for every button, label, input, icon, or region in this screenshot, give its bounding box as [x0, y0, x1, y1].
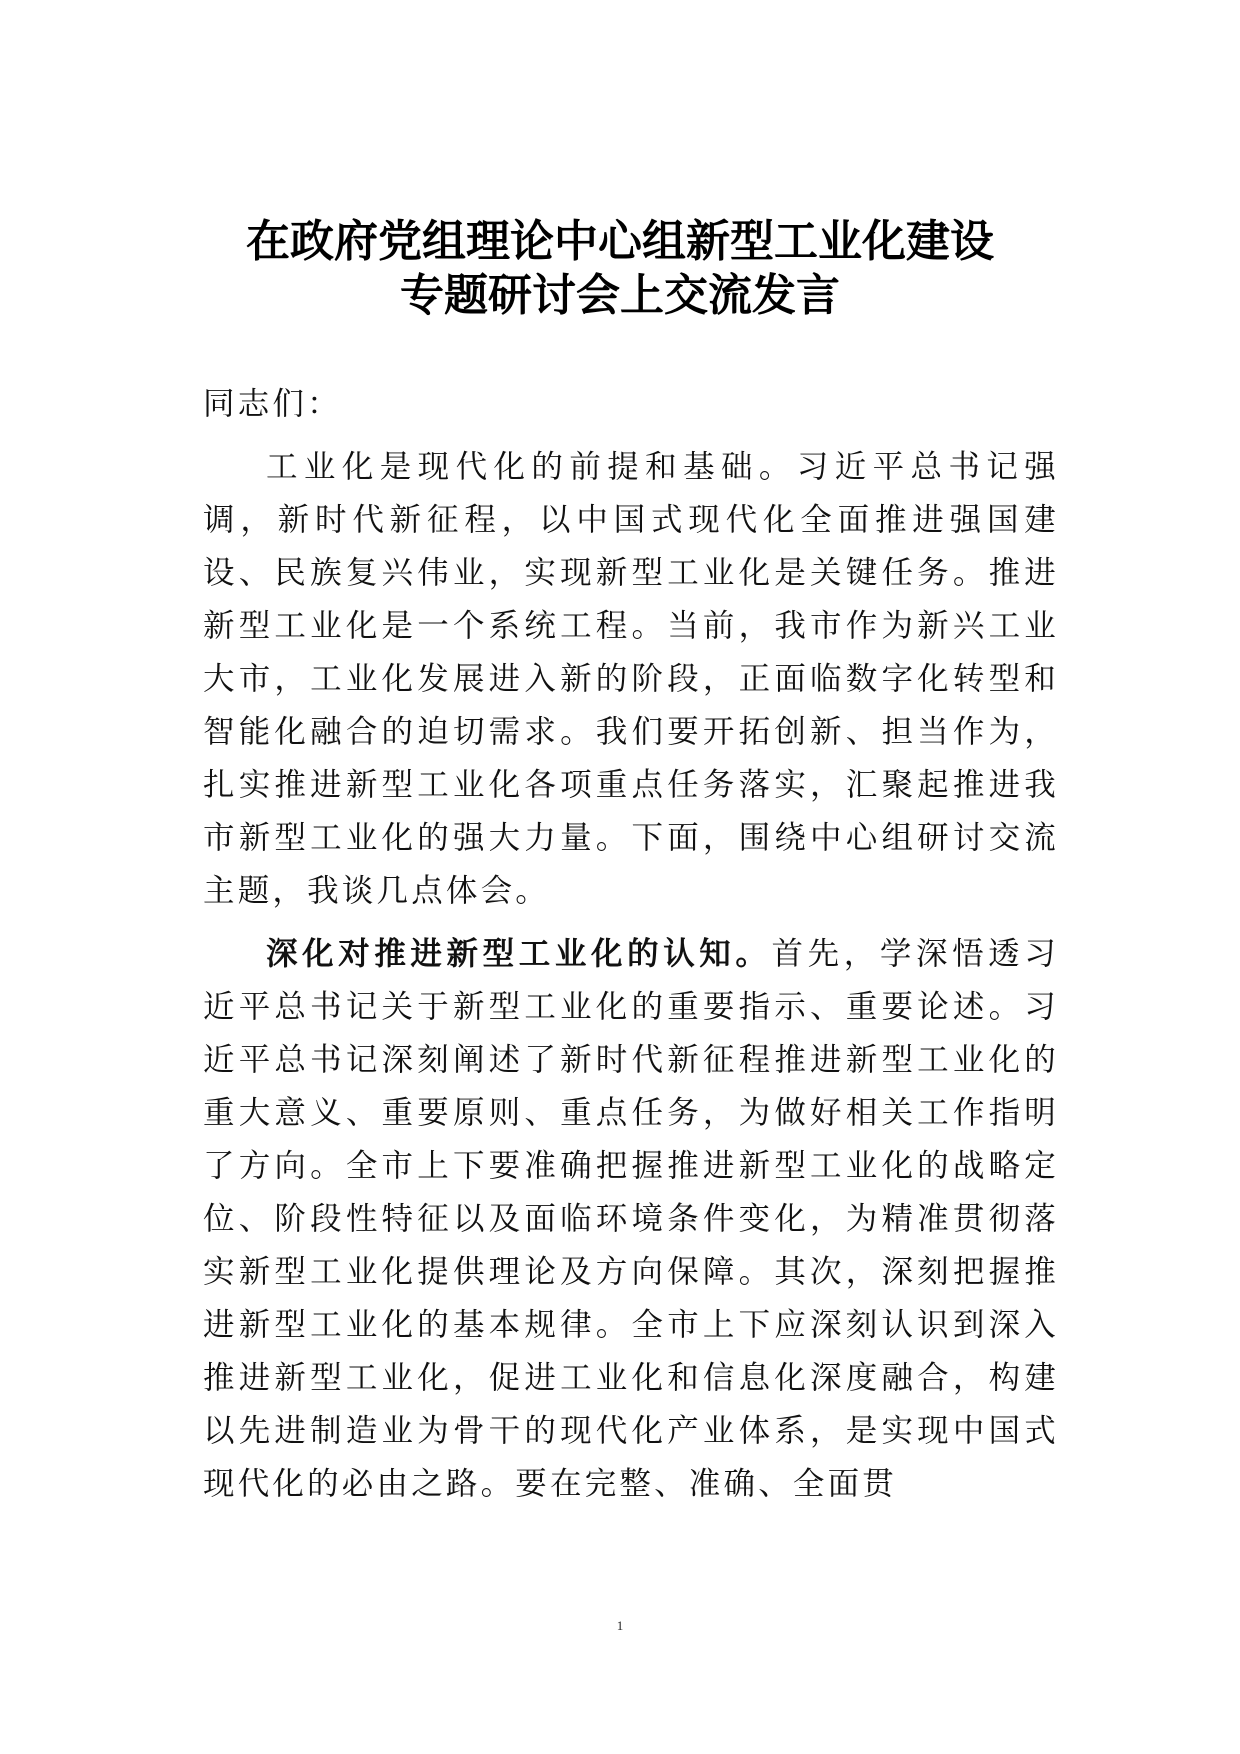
- title-line-2: 专题研讨会上交流发言: [400, 270, 840, 321]
- document-body: [203, 378, 1059, 1521]
- paragraph-intro: 工业化是现代化的前提和基础。习近平总书记强调，新时代新征程，以中国式现代化全面推进强国建设、民族复兴伟业，实现新型工业化是关键任务。推进新型工业化是一个系统工程。当前，我市作为新兴工业大市，工业化发展进入新的阶段，正面临数字化转型和智能化融合的迫切需求。我们要开拓创新、担当作为，扎实推进新型工业化各项重点任务落实，汇聚起推进我市新型工业化的强大力量。下面，围绕中心组研讨交流主题，我谈几点体会。: [203, 449, 1059, 909]
- section-heading: 深化对推进新型工业化的认知。: [266, 936, 772, 972]
- document-title: [200, 215, 1040, 323]
- paragraph-section-1: [203, 928, 1059, 1511]
- title-line-1: 在政府党组理论中心组新型工业化建设: [246, 216, 994, 267]
- section-body-text: 首先，学深悟透习近平总书记关于新型工业化的重要指示、重要论述。习近平总书记深刻阐述了新时代新征程推进新型工业化的重大意义、重要原则、重点任务，为做好相关工作指明了方向。全市上下要准确把握推进新型工业化的战略定位、阶段性特征以及面临环境条件变化，为精准贯彻落实新型工业化提供理论及方向保障。其次，深刻把握推进新型工业化的基本规律。全市上下应深刻认识到深入推进新型工业化，促进工业化和信息化深度融合，构建以先进制造业为骨干的现代化产业体系，是实现中国式现代化的必由之路。要在完整、准确、全面贯: [203, 936, 1059, 1502]
- salutation: 同志们：: [203, 386, 342, 422]
- page-number: 1: [616, 1618, 624, 1633]
